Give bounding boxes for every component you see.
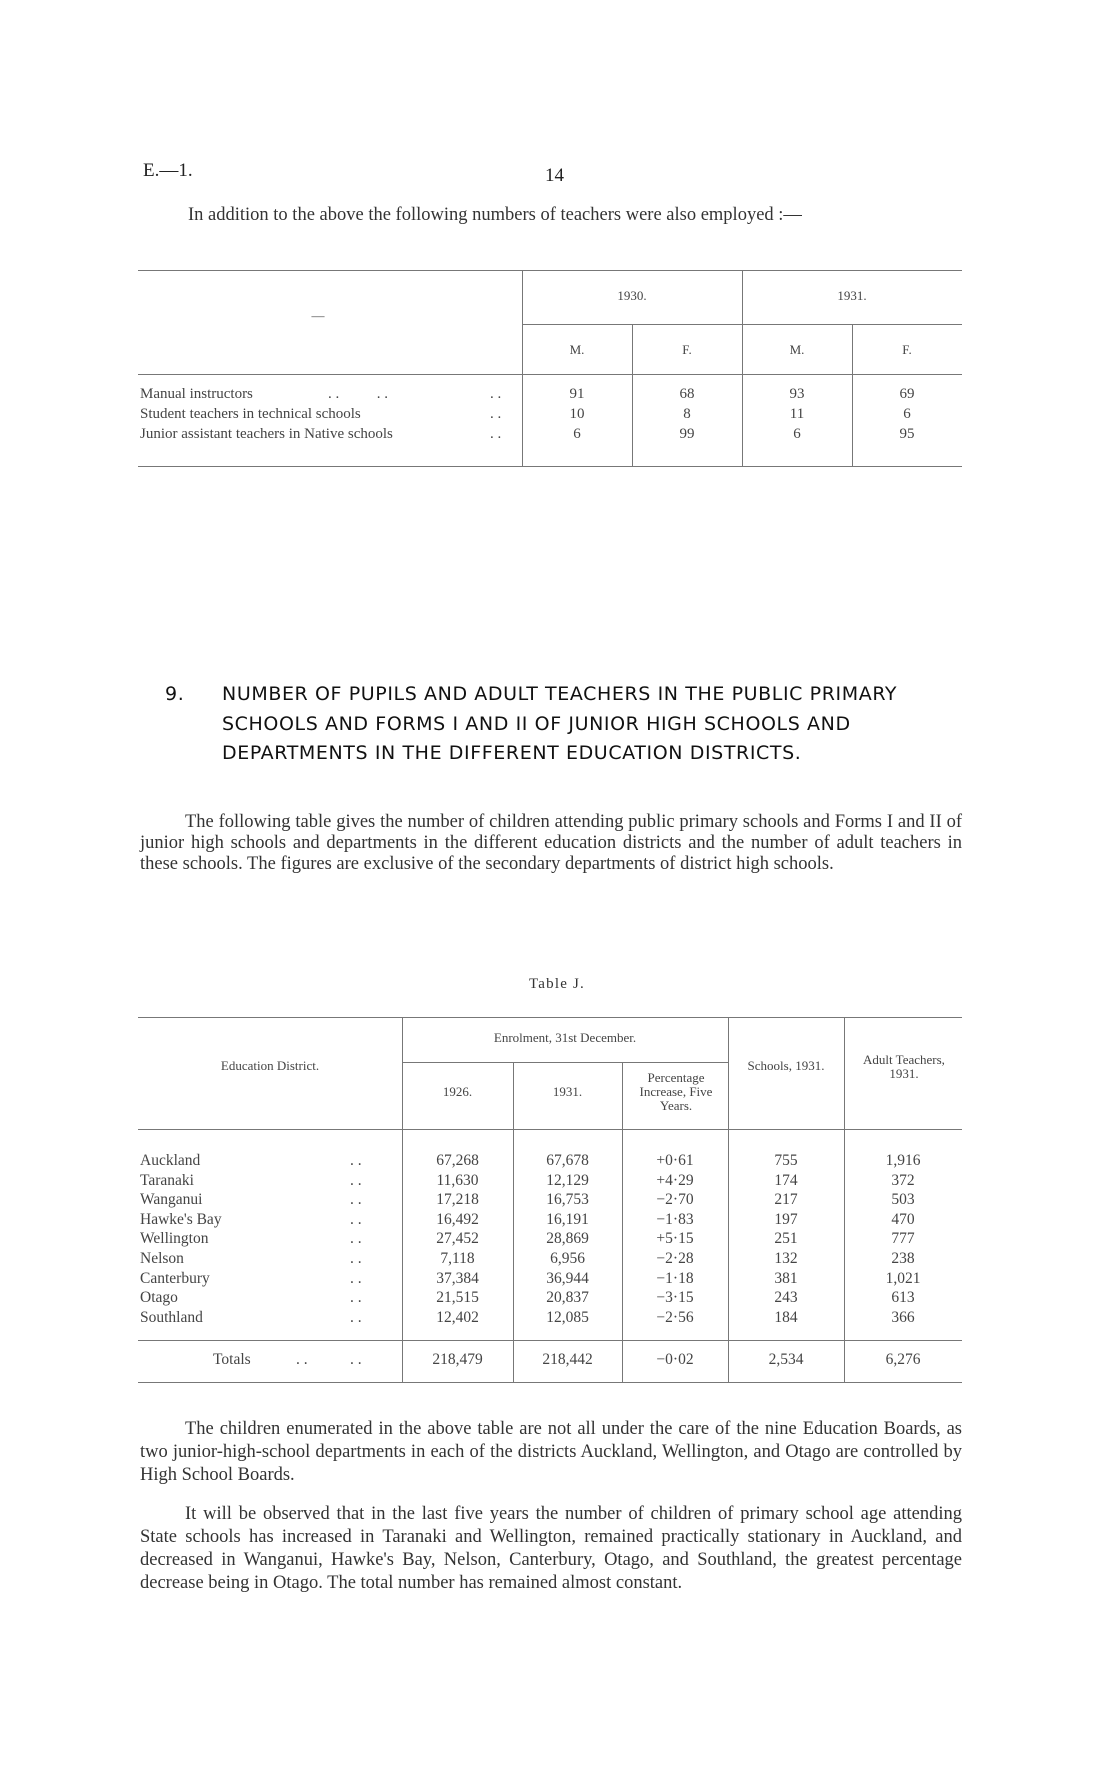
document-reference: E.—1. (143, 160, 193, 181)
cell-1926: 11,630 (436, 1171, 479, 1189)
cell-teachers: 1,916 (885, 1152, 921, 1169)
cell-teachers: 366 (891, 1308, 915, 1326)
section-number: 9. (165, 683, 185, 705)
row-district: Hawke's Bay (140, 1210, 222, 1228)
cell-1931: 12,129 (546, 1171, 589, 1189)
rule (402, 1062, 728, 1063)
cell-schools: 184 (774, 1308, 798, 1326)
cell-percentage: +4·29 (656, 1171, 694, 1189)
row-district: Nelson (140, 1250, 184, 1267)
header-enrolment: Enrolment, 31st December. (493, 1030, 637, 1045)
leader-dots: . . (490, 386, 502, 402)
cell-percentage: −2·56 (656, 1308, 694, 1326)
page-number: 14 (545, 165, 564, 186)
section-paragraph: The following table gives the number of children attending public primary schools and Forms I and II of junior high schools and departments in the different education districts and the number of adult teachers in these schools. The figures are exclusive of the secondary departments of district high schools. (140, 812, 962, 874)
cell-1926: 27,452 (436, 1230, 479, 1248)
header-1931: 1931. (552, 1084, 583, 1099)
cell-teachers: 503 (891, 1191, 915, 1209)
leader-dots: . . (350, 1269, 362, 1287)
row-district: Auckland (140, 1152, 201, 1169)
leader-dots: . . (350, 1171, 362, 1189)
leader-dots: . . (490, 426, 502, 442)
table-cell: 10 (569, 406, 585, 422)
leader-dots: . . (350, 1351, 362, 1368)
row-label: Junior assistant teachers in Native schools (140, 426, 393, 442)
closing-paragraph-1: The children enumerated in the above table are not all under the care of the nine Education Boards, as two junior-high-school departments in each of the districts Auckland, Wellington, and Otago are controlled by High School Boards. (140, 1419, 962, 1485)
cell-schools: 243 (774, 1289, 798, 1307)
cell-teachers: 1,021 (885, 1269, 921, 1287)
sex-header: M. (569, 342, 585, 357)
cell-teachers: 777 (891, 1230, 915, 1248)
leader-dots: . . (490, 406, 502, 422)
cell-schools: 132 (774, 1250, 798, 1267)
header-1926: 1926. (442, 1084, 473, 1099)
totals-1926: 218,479 (432, 1351, 483, 1368)
cell-1931: 12,085 (546, 1308, 589, 1326)
cell-teachers: 613 (891, 1289, 915, 1307)
table-cell: 6 (903, 406, 911, 422)
row-district: Otago (140, 1289, 178, 1307)
cell-1926: 7,118 (440, 1250, 475, 1267)
table-cell: 6 (793, 426, 801, 442)
cell-percentage: −1·18 (656, 1269, 694, 1287)
leader-dots: . . (350, 1230, 362, 1248)
cell-schools: 755 (774, 1152, 798, 1169)
header-percentage: Percentage Increase, Five Years. (639, 1070, 713, 1113)
sex-header: F. (682, 342, 692, 357)
section-title-text: NUMBER OF PUPILS AND ADULT TEACHERS IN THE PUBLIC PRIMARY SCHOOLS AND FORMS I AND II OF JUNIOR HIGH SCHOOLS AND DEPARTMENTS IN THE DIFFERENT EDUCATION DISTRICTS. (222, 683, 898, 764)
cell-percentage: −3·15 (656, 1289, 694, 1307)
table-cell: 91 (569, 386, 585, 402)
table-cell: 8 (683, 406, 691, 422)
section-title (222, 680, 962, 769)
cell-1931: 16,753 (546, 1191, 589, 1209)
cell-1926: 21,515 (436, 1289, 479, 1307)
cell-1931: 28,869 (546, 1230, 589, 1248)
table-cell: 68 (679, 386, 695, 402)
cell-schools: 174 (774, 1171, 798, 1189)
cell-1926: 37,384 (436, 1269, 479, 1287)
rule (138, 270, 962, 271)
sex-header: M. (789, 342, 805, 357)
row-district: Wanganui (140, 1191, 203, 1209)
rule (138, 1382, 962, 1383)
row-label: Student teachers in technical schools (140, 406, 361, 422)
leader-dots: . . (350, 1250, 362, 1267)
cell-percentage: +5·15 (656, 1230, 694, 1248)
leader-dots: . . (350, 1308, 362, 1326)
cell-schools: 217 (774, 1191, 798, 1209)
year-header: 1931. (837, 288, 867, 303)
cell-1926: 12,402 (436, 1308, 479, 1326)
cell-1926: 16,492 (436, 1210, 479, 1228)
totals-schools: 2,534 (768, 1351, 804, 1368)
table-cell: 95 (899, 426, 915, 442)
leader-dots: . . (350, 1191, 362, 1209)
cell-schools: 197 (774, 1210, 798, 1228)
table-cell: 6 (573, 426, 581, 442)
totals-percentage: −0·02 (656, 1351, 694, 1368)
cell-percentage: −2·70 (656, 1191, 694, 1209)
rule (138, 374, 962, 375)
rule (138, 466, 962, 467)
sex-header: F. (902, 342, 912, 357)
cell-1931: 6,956 (550, 1250, 585, 1267)
leader-dots: . . (350, 1210, 362, 1228)
leader-dots: . . . . (328, 386, 388, 402)
cell-percentage: −1·83 (656, 1210, 694, 1228)
closing-paragraph-2: It will be observed that in the last five years the number of children of primary school age attending State schools has increased in Taranaki and Wellington, remained practically stationary in Auckland, and decreased in Wanganui, Hawke's Bay, Nelson, Canterbury, Otago, and Southland, the greatest percentage decrease being in Otago. The total number has remained almost constant. (140, 1504, 962, 1593)
row-district: Southland (140, 1308, 203, 1326)
cell-1931: 36,944 (546, 1269, 589, 1287)
cell-1931: 67,678 (546, 1152, 589, 1169)
cell-schools: 381 (774, 1269, 798, 1287)
cell-teachers: 470 (891, 1210, 915, 1228)
rule (138, 1340, 962, 1341)
year-header: 1930. (617, 288, 647, 303)
table-caption: Table J. (528, 976, 586, 992)
cell-teachers: 238 (891, 1250, 915, 1267)
cell-1931: 16,191 (546, 1210, 589, 1228)
totals-teachers: 6,276 (885, 1351, 921, 1368)
leader-dots: . . (350, 1289, 362, 1307)
totals-label: Totals (213, 1351, 251, 1368)
header-schools: Schools, 1931. (747, 1058, 825, 1073)
table-cell: 11 (789, 406, 805, 422)
row-district: Canterbury (140, 1269, 210, 1287)
row-label: Manual instructors (140, 386, 253, 402)
cell-1926: 17,218 (436, 1191, 479, 1209)
row-district: Taranaki (140, 1171, 194, 1189)
leader-dots: . . (350, 1152, 362, 1169)
row-district: Wellington (140, 1230, 209, 1248)
cell-teachers: 372 (891, 1171, 915, 1189)
rule (138, 1017, 962, 1018)
stub-header: — (311, 308, 325, 323)
rule (138, 1129, 962, 1130)
cell-percentage: +0·61 (656, 1152, 694, 1169)
leader-dots: . . (296, 1351, 308, 1368)
cell-percentage: −2·28 (656, 1250, 694, 1267)
cell-1926: 67,268 (436, 1152, 479, 1169)
intro-paragraph: In addition to the above the following numbers of teachers were also employed :— (188, 205, 802, 225)
table-cell: 69 (899, 386, 915, 402)
cell-schools: 251 (774, 1230, 798, 1248)
header-teachers: Adult Teachers, 1931. (863, 1052, 945, 1081)
cell-1931: 20,837 (546, 1289, 589, 1307)
totals-1931: 218,442 (542, 1351, 593, 1368)
table-j (138, 1017, 962, 1397)
header-district: Education District. (220, 1058, 320, 1073)
table-cell: 93 (789, 386, 805, 402)
page-header (143, 160, 973, 190)
table-cell: 99 (679, 426, 695, 442)
teachers-table (138, 270, 962, 470)
